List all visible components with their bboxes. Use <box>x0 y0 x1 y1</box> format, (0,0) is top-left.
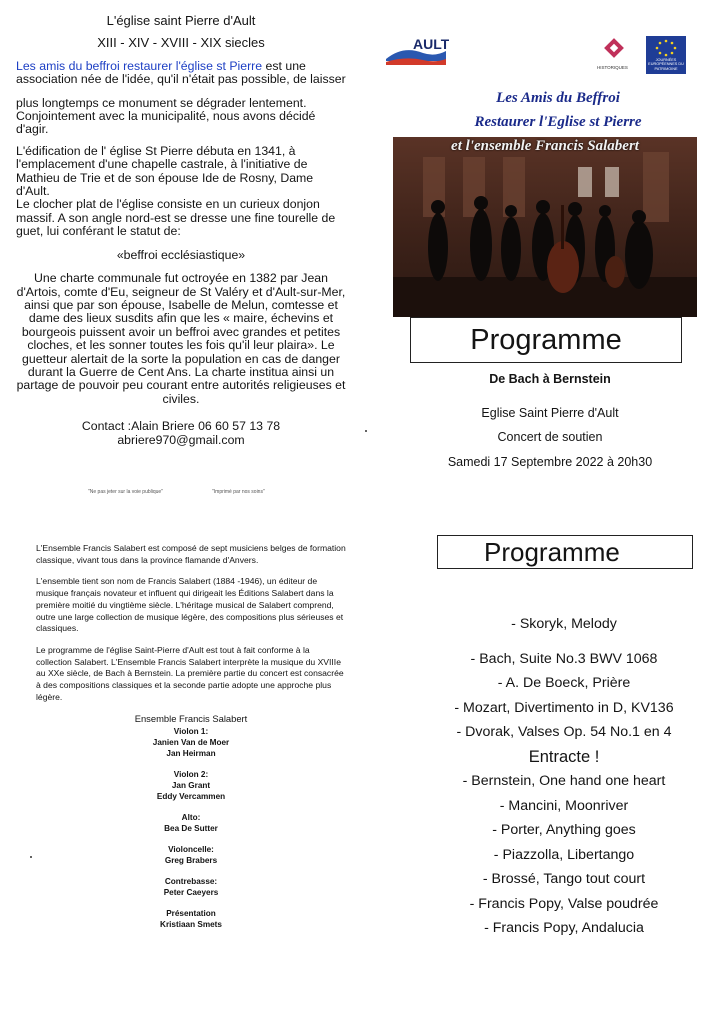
member-name: Jan Heirman <box>166 749 216 759</box>
fine-print-2: "Imprimé par nos soins" <box>212 489 265 495</box>
member-name: Bea De Sutter <box>164 824 218 834</box>
programme-item: - Francis Popy, Andalucia <box>484 920 644 936</box>
programme-item: - A. De Boeck, Prière <box>497 675 631 691</box>
ault-logo-text: AULT <box>413 36 449 52</box>
member-role: Violon 1: <box>173 727 209 737</box>
poster-venue: Eglise Saint Pierre d'Ault <box>481 406 619 420</box>
member-name: Kristiaan Smets <box>160 920 222 930</box>
scan-speck <box>30 856 32 858</box>
member-role: Alto: <box>181 813 201 823</box>
ensemble-photo <box>393 137 697 317</box>
scan-speck <box>365 430 367 432</box>
programme-item: - Piazzolla, Libertango <box>493 846 635 863</box>
eu-logo-text: JOURNÉES EUROPÉENNES DU PATRIMOINE <box>648 58 684 71</box>
ensemble-paragraph-3: Le programme de l'église Saint-Pierre d'Ault est tout à fait conforme à la collection Salabert. L'Ensemble Francis Salabert interprète la musique du XVIIIe au XXe siècle, de Bach à Bernstein. La première partie du concert est consacrée à des compositions classiques et la seconde partie adopte une approche plus légère. <box>36 644 344 702</box>
programme-list <box>408 612 720 941</box>
entracte-label: Entracte ! <box>528 747 600 766</box>
programme-item: - Francis Popy, Valse poudrée <box>469 895 659 912</box>
history-intro <box>16 60 346 87</box>
programme-title: Programme <box>437 535 693 569</box>
programme-item: - Mancini, Moonriver <box>499 797 629 814</box>
history-intro-rest: est une association née de l'idée, qu'il n'était pas possible, de laisser <box>16 58 346 87</box>
programme-item: - Skoryk, Melody <box>511 616 617 632</box>
programme-item: - Brossé, Tango tout court <box>482 871 646 887</box>
association-name: Les amis du beffroi restaurer l'église st Pierre <box>16 58 263 73</box>
contact-email: abriere970@gmail.com <box>117 432 245 447</box>
poster-line-1: Les Amis du Beffroi <box>496 90 620 106</box>
history-column <box>16 14 346 447</box>
member-role: Violoncelle: <box>168 845 214 855</box>
programme-item: - Mozart, Divertimento in D, KV136 <box>454 699 674 716</box>
contact-line: Contact :Alain Briere 06 60 57 13 78 <box>81 419 281 434</box>
history-paragraph-2: plus longtemps ce monument se dégrader lentement. Conjointement avec la municipalité, nous avons décidé d'agir. <box>16 95 316 137</box>
members-list <box>36 713 346 930</box>
member-name: Jan Grant <box>171 781 211 791</box>
member-name: Peter Caeyers <box>163 888 219 898</box>
history-paragraph-5: Une charte communale fut octroyée en 1382 par Jean d'Artois, comte d'Eu, seigneur de St Valéry et d'Ault-sur-Mer, ainsi que par son épouse, Isabelle de Melun, comtesse et dame des lieux susdits afin que les « maire, échevins et bourgeois puissent avoir un beffroi avec grandes et petites cloches, et les sonner toutes les fois qu'il leur plaira». Le guetteur alertait de la sorte la population en cas de danger durant la Guerre de Cent Ans. La charte institua ainsi un partage de pouvoir peu courant entre autorités religieuses et civiles. <box>16 271 346 406</box>
member-name: Janien Van de Moer <box>152 738 230 748</box>
poster-line-3: et l'ensemble Francis Salabert <box>451 138 639 154</box>
ensemble-paragraph-1: L'Ensemble Francis Salabert est composé de sept musiciens belges de formation classique, vivant tous dans la province flamande d'Anvers. <box>36 543 346 565</box>
poster-concert: Concert de soutien <box>497 430 603 444</box>
members-heading: Ensemble Francis Salabert <box>134 713 248 725</box>
programme-item: - Dvorak, Valses Op. 54 No.1 en 4 <box>456 724 672 740</box>
history-centuries: XIII - XIV - XVIII - XIX siecles <box>97 35 265 51</box>
member-role: Présentation <box>166 909 216 919</box>
ault-logo <box>383 35 449 71</box>
monuments-historiques-logo <box>596 33 632 75</box>
poster-date: Samedi 17 Septembre 2022 à 20h30 <box>447 455 653 469</box>
mh-logo-text: HISTORIQUES <box>597 65 628 70</box>
history-paragraph-4: Le clocher plat de l'église consiste en un curieux donjon massif. A son angle nord-est se dresse une fine tourelle de guet, lui conférant le statut de: <box>16 197 336 239</box>
poster-programme-title: Programme <box>410 317 682 363</box>
programme-item: - Porter, Anything goes <box>492 822 636 838</box>
ensemble-column <box>36 543 346 930</box>
programme-item: - Bach, Suite No.3 BWV 1068 <box>470 650 658 667</box>
member-role: Violon 2: <box>173 770 209 780</box>
fine-print-1: "Ne pas jeter sur la voie publique" <box>88 489 163 495</box>
history-quote: «beffroi ecclésiastique» <box>116 247 246 262</box>
poster-subtitle: De Bach à Bernstein <box>489 372 611 386</box>
european-heritage-days-logo <box>646 36 686 74</box>
member-name: Greg Brabers <box>164 856 218 866</box>
programme-item: - Bernstein, One hand one heart <box>462 773 666 789</box>
member-role: Contrebasse: <box>164 877 218 887</box>
poster-line-2: Restaurer l'Eglise st Pierre <box>474 114 642 130</box>
history-paragraph-3: L'édification de l' église St Pierre débuta en 1341, à l'emplacement d'une chapelle castrale, à l'initiative de Mathieu de Trie et de son épouse Ide de Rosny, Dame d'Ault. <box>16 143 314 199</box>
ensemble-paragraph-2: L'ensemble tient son nom de Francis Salabert (1884 -1946), un éditeur de musique français novateur et influent qui dirigeait les Éditions Salabert dans la première moitié du vingtième siècle. L'héritage musical de Salabert comprend, outre une large collection de musique légère, des compositions plus sérieuses et classiques. <box>36 576 344 634</box>
history-title: L'église saint Pierre d'Ault <box>106 13 256 28</box>
member-name: Eddy Vercammen <box>156 792 226 802</box>
